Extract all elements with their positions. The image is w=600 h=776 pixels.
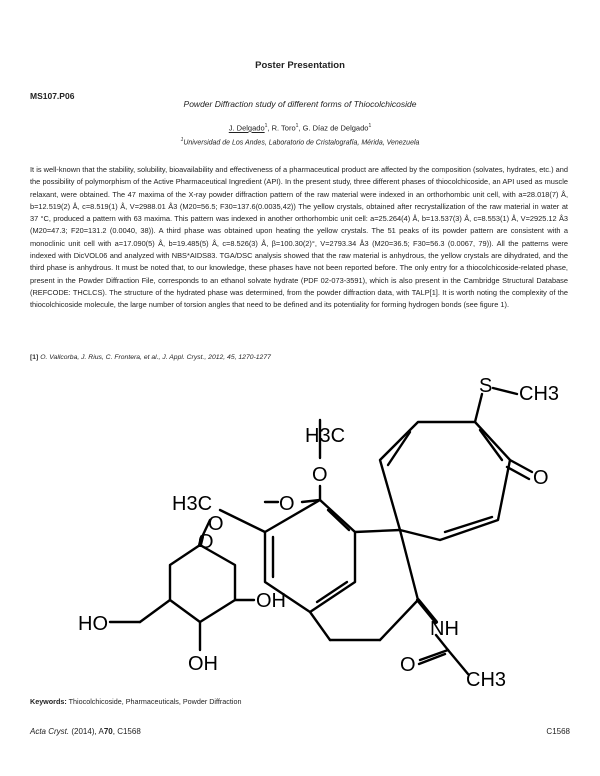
footer-citation	[30, 727, 141, 736]
affiliation	[0, 137, 600, 146]
author-affiliation-mark: 1	[264, 123, 268, 129]
affiliation-text: Universidad de Los Andes, Laboratorio de Cristalografía, Mérida, Venezuela	[183, 139, 420, 147]
keywords	[30, 697, 241, 706]
ketone-oxygen-label: O	[533, 467, 549, 489]
amide-oxygen-label: O	[400, 654, 416, 676]
hydroxyl-label: OH	[188, 653, 218, 675]
molecule-labels	[78, 375, 559, 690]
abstract-body: It is well-known that the stability, solubility, bioavailability and effectiveness of a pharmaceutical product are affected by the composition (solvates, hydrates, etc.) and the possibility of polymorphism of the Active Pharmaceutical Ingredient (API). In the present study, three different phases of thiocolchicoside, an API used as muscle relaxant, were obtained. The 47 maxima of the X-ray powder diffraction pattern of the raw material were indexed in an orthorhombic unit cell, with a=28.018(7) Å, b=12.519(2) Å, c=8.519(1) Å, V=2988.01 Å3 (M20=56.5; F30=137.6(0.0035,42)) The yellow crystals, obtained after recrystallization of the raw material in water at 37 °C, produced a pattern with 63 maxima. This pattern was indexed in another orthorhombic unit cell: a=25.264(4) Å, b=13.537(3) Å, c=8.553(1) Å, V=2925.12 Å3 (M20=47.3; F20=131.2 (0.0040, 38)). A third phase was obtained upon heating the yellow crystals. The 51 peaks of its powder pattern are consistent with a monoclinic unit cell with a=17.090(5) Å, b=19.485(5) Å, c=8.526(3) Å, β=100.30(2)°, V=2793.34 Å3 (M20=36.5; F30=56.3 (0.0067, 79)). All the patterns were indexed with DicVOL06 and analyzed with NBS*AIDS83. TGA/DSC analysis showed that the raw material is anhydrous, the yellow crystals are dihydrated, and the third phase is anhydrous. It must be noted that, to our knowledge, these phases have not been reported before. The only entry for a thiocolchicoside-related phase, present in the Powder Diffraction File, corresponds to an ethanol solvate hydrate (PDF 02-073-3591), which is also present in the Cambridge Structural Database (REFCODE: THCLCS). The structure of the hydrated phase was determined, from the powder diffraction data, with TALP[1]. It is worth noting the complexity of the thiocolchicoside molecule, the large number of torsion angles that need to be defined and its potentiality for forming hydrogen bonds (see figure 1).	[30, 165, 568, 310]
thiocolchicoside-structure-figure	[20, 360, 580, 690]
journal-name: Acta Cryst.	[30, 727, 70, 736]
sulfur-label: S	[479, 375, 493, 397]
methyl-label: CH3	[466, 669, 507, 690]
keywords-text: Thiocolchicoside, Pharmaceuticals, Powder Diffraction	[68, 697, 242, 706]
oxygen-label: O	[279, 493, 295, 515]
page-number: , C1568	[112, 727, 141, 736]
author-name: R. Toro	[271, 123, 296, 133]
affiliation-mark: 1	[180, 137, 184, 143]
author-affiliation-mark: 1	[368, 123, 372, 129]
paper-title: Powder Diffraction study of different forms of Thiocolchicoside	[183, 99, 417, 109]
oxygen-label: O	[208, 513, 224, 535]
hydroxyl-label: OH	[256, 590, 286, 612]
methyl-label: CH3	[519, 383, 560, 405]
author-name: J. Delgado	[228, 123, 265, 133]
footer-page: C1568	[546, 727, 570, 736]
volume-prefix: A	[98, 727, 104, 736]
h3c-label: H3C	[172, 493, 213, 515]
author-list: J. Delgado$^1$, R. Toro$^1$, G. Díaz de Delgado$^1$	[228, 123, 372, 133]
author-affiliation-mark: 1	[295, 123, 299, 129]
reference-number: [1]	[30, 354, 39, 361]
author-name: G. Díaz de Delgado	[302, 123, 369, 133]
journal-year: (2014),	[71, 727, 97, 736]
reference-text: O. Vallcorba, J. Rius, C. Frontera, et al., J. Appl. Cryst., 2012, 45, 1270-1277	[40, 354, 271, 361]
section-title: Poster Presentation	[255, 60, 345, 71]
abstract-id: MS107.P06	[30, 91, 75, 101]
amine-label: NH	[430, 618, 459, 640]
h3c-label: H3C	[305, 425, 346, 447]
oxygen-label: O	[312, 464, 328, 486]
volume-number: 70	[103, 727, 113, 736]
oxygen-label: O	[198, 531, 214, 553]
keywords-label: Keywords:	[30, 697, 67, 706]
hydroxyl-label: HO	[78, 613, 108, 635]
